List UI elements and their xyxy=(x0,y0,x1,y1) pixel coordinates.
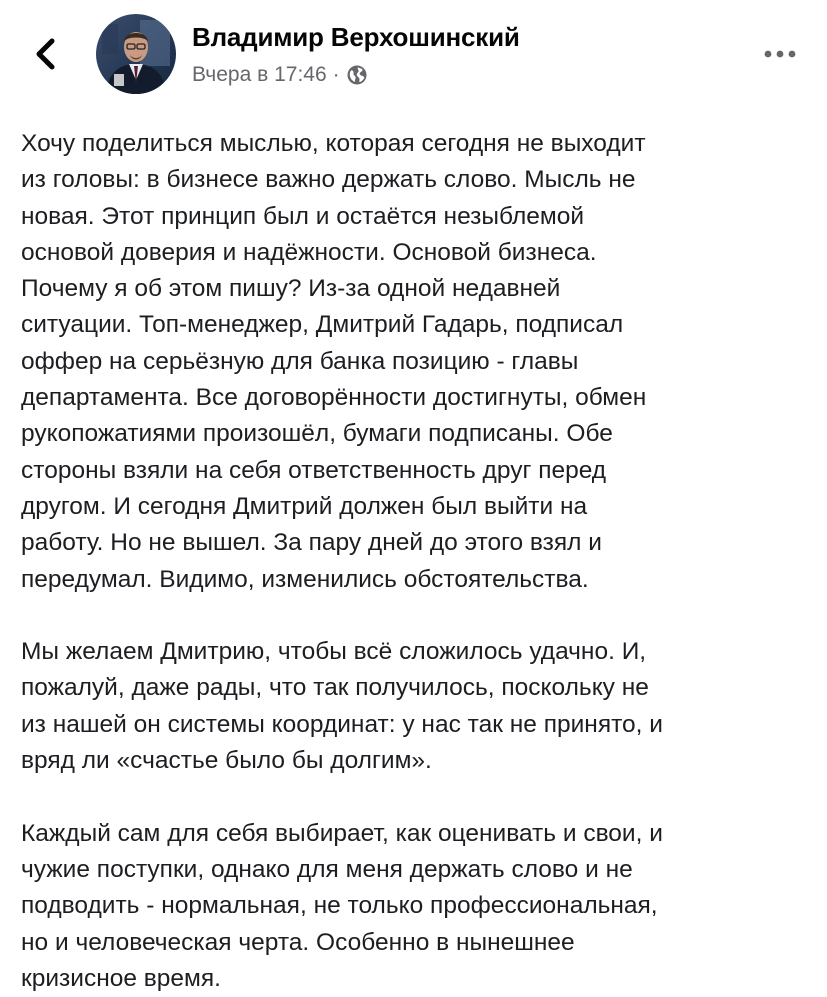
post-text-line: чужие поступки, однако для меня держать слово и не xyxy=(21,855,633,883)
post-text-line: вряд ли «счастье было бы долгим». xyxy=(21,747,432,775)
post-text-line: ситуации. Топ-менеджер, Дмитрий Гадарь, подписал xyxy=(21,311,624,339)
globe-icon xyxy=(346,64,368,86)
post-text-line: из головы: в бизнесе важно держать слово. Мысль не xyxy=(21,166,636,194)
post-paragraph xyxy=(21,634,811,779)
post-header xyxy=(0,0,827,110)
post-text-line: стороны взяли на себя ответственность друг перед xyxy=(21,456,607,484)
post-text-line: Почему я об этом пишу? Из-за одной недавней xyxy=(21,275,561,303)
post-text-line: Хочу поделиться мыслью, которая сегодня не выходит xyxy=(21,130,646,157)
back-button[interactable] xyxy=(28,34,64,74)
meta-separator: · xyxy=(332,63,340,86)
post-text-line: рукопожатиями произошёл, бумаги подписаны. Обе xyxy=(21,420,613,448)
post-text-line: основой доверия и надёжности. Основой бизнеса. xyxy=(21,238,597,266)
paragraph-gap xyxy=(21,779,811,815)
post-text-line: Мы желаем Дмитрию, чтобы всё сложилось удачно. И, xyxy=(21,638,647,666)
post-text-line: департамента. Все договорённости достигнуты, обмен xyxy=(21,384,647,412)
post-meta xyxy=(192,62,368,88)
more-options-button[interactable] xyxy=(762,42,798,66)
more-horizontal-icon xyxy=(762,42,798,66)
post-text-line: кризисное время. xyxy=(21,964,221,992)
post-text-line: другом. И сегодня Дмитрий должен был выйти на xyxy=(21,492,588,520)
post-text-line: передумал. Видимо, изменились обстоятельства. xyxy=(21,565,589,593)
post-text-line: подводить - нормальная, не только профессиональная, xyxy=(21,892,658,920)
post-text-line: работу. Но не вышел. За пару дней до этого взял и xyxy=(21,529,602,557)
post-text-line: Каждый сам для себя выбирает, как оценивать и свои, и xyxy=(21,819,663,847)
post-text-line: новая. Этот принцип был и остаётся незыблемой xyxy=(21,202,585,230)
post-timestamp[interactable]: Вчера в 17:46 xyxy=(192,63,327,86)
post-text-line: из нашей он системы координат: у нас так не принято, и xyxy=(21,710,663,738)
post-text-line: пожалуй, даже рады, что так получилось, поскольку не xyxy=(21,674,649,702)
post-text-line: но и человеческая черта. Особенно в нынешнее xyxy=(21,928,575,956)
paragraph-gap xyxy=(21,598,811,634)
author-name[interactable]: Владимир Верхошинский xyxy=(192,22,520,52)
avatar[interactable] xyxy=(96,14,176,94)
chevron-left-icon xyxy=(28,34,64,74)
post-body xyxy=(21,126,811,997)
post-paragraph xyxy=(21,816,811,997)
post-paragraph xyxy=(21,126,811,598)
post-text-line: оффер на серьёзную для банка позицию - главы xyxy=(21,347,579,375)
